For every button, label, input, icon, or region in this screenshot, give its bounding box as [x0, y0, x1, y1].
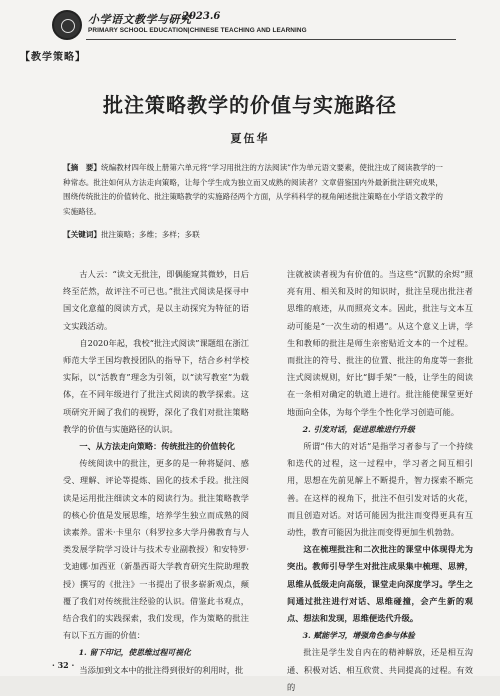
- subsection-heading: 1. 留下印记，使思维过程可视化: [78, 648, 191, 658]
- abstract: [63, 161, 443, 219]
- right-column: [287, 266, 473, 696]
- article-title: 批注策略教学的价值与实施路径: [103, 93, 397, 117]
- paragraph: 当添加到文本中的批注得到很好的利用时，批: [79, 664, 244, 675]
- journal-title-en: PRIMARY SCHOOL EDUCATION|CHINESE TEACHING AND LEARNING: [88, 27, 307, 34]
- left-column: [63, 266, 249, 679]
- subsection-heading: 2. 引发对话，促进思维进行升级: [302, 424, 415, 434]
- paragraph: 古人云：“读文无批注，即偶能窥其微妙，日后终至茫然，故评注不可已也。”批注式阅读是探寻中国文化意蕴的阅读方式，是以主动探究为特征的语文实践活动。: [63, 269, 249, 331]
- keywords-label: 【关键词】: [63, 230, 101, 239]
- header-rule: [86, 39, 456, 40]
- abstract-label: 【摘 要】: [63, 163, 101, 172]
- keywords-text: 批注策略；多维；多样；多联: [100, 230, 200, 239]
- paragraph: 所谓“伟大的对话”是指学习者参与了一个持续和迭代的过程，这一过程中，学习者之间互相引用，思想在先前见解上不断提升，智力探索不断完善。在这样的视角下，批注不但引发对话的火花，而且创造对话。对话可能因为批注而变得更具有互动性，教育可能因为批注而变得更加生机勃勃。: [287, 441, 473, 538]
- abstract-text: 统编教材四年级上册第六单元将“学习用批注的方法阅读”作为单元语文要素，使批注成了阅读教学的一种常态。批注如何从方法走向策略，让每个学生成为独立而又成熟的阅读者？文章借鉴国内外最新批注研究成果，围绕传统批注的价值转化、批注策略教学的实施路径两个方面，从学科科学的视角阐述批注策略在小学语文教学的实施路径。: [63, 163, 443, 216]
- keywords: [63, 228, 443, 242]
- article-author: 夏伍华: [230, 132, 270, 145]
- paragraph: 注就被读者视为有价值的。当这些“沉默的余烬”照亮有用、相关和及时的知识时，批注呈现出批注者思维的痕迹，从而照亮文本。因此，批注与文本互动可能是“一次生动的相遇”。从这个意义上讲，学生和教师的批注是师生亲密贴近文本的一个过程。而批注的符号、批注的位置、批注的角度等一套批注式阅读规则，好比“脚手架”一般，让学生的阅读在一条相对确定的轨道上进行。批注能使课堂更好地面向全体，为每个学生个性化学习创造可能。: [287, 269, 473, 417]
- issue-number: 2023.6: [182, 11, 221, 22]
- section-heading: 一、从方法走向策略：传统批注的价值转化: [79, 441, 235, 452]
- subsection-heading: 3. 赋能学习，增强角色参与体验: [302, 631, 415, 641]
- column-tag: 【教学策略】: [20, 52, 86, 63]
- paragraph: 这在梳理批注和二次批注的课堂中体现得尤为突出。教师引导学生对批注成果集中梳理、思辨，思维从低级走向高级，课堂走向深度学习。学生之间通过批注进行对话、思维碰撞，会产生新的观点、想法和发现，思维便迭代升级。: [287, 544, 473, 624]
- paragraph: 批注是学生发自内在的精神解放，还是相互沟通、积极对话、相互欣赏、共同提高的过程。有效的: [287, 647, 473, 692]
- running-header: [52, 8, 492, 48]
- journal-logo-icon: [52, 10, 82, 40]
- page-number: · 32 ·: [52, 660, 75, 670]
- paragraph: 自2020年起，我校“批注式阅读”课题组在浙江师范大学王国均教授团队的指导下，结合乡村学校实际，以“活教育”理念为引领，以“读写教室”为载体，在不同年级进行了批注式阅读的教学探索。这项研究开阔了我们的视野，深化了我们对批注策略教学的价值与实施路径的认识。: [63, 337, 249, 434]
- paragraph: 传统阅读中的批注，更多的是一种将疑问、感受、理解、评论等提炼、固化的技术手段。批注阅读是运用批注细读文本的阅读行为。批注策略教学的核心价值是发展思维，培养学生独立而成熟的阅读素养。雷米·卡里尔（科罗拉多大学丹佛教育与人类发展学院学习设计与技术专业副教授）和安特罗·戈迪娜·加西亚（新墨西哥大学教育研究生院助理教授）撰写的《批注》一书提出了很多崭新观点，颠覆了我们对传统批注经验的认识。借鉴此书观点，结合我们的实践探索，我们发现，作为策略的批注有以下五方面的价值：: [63, 458, 249, 641]
- journal-title: 小学语文教学与研究: [88, 13, 192, 26]
